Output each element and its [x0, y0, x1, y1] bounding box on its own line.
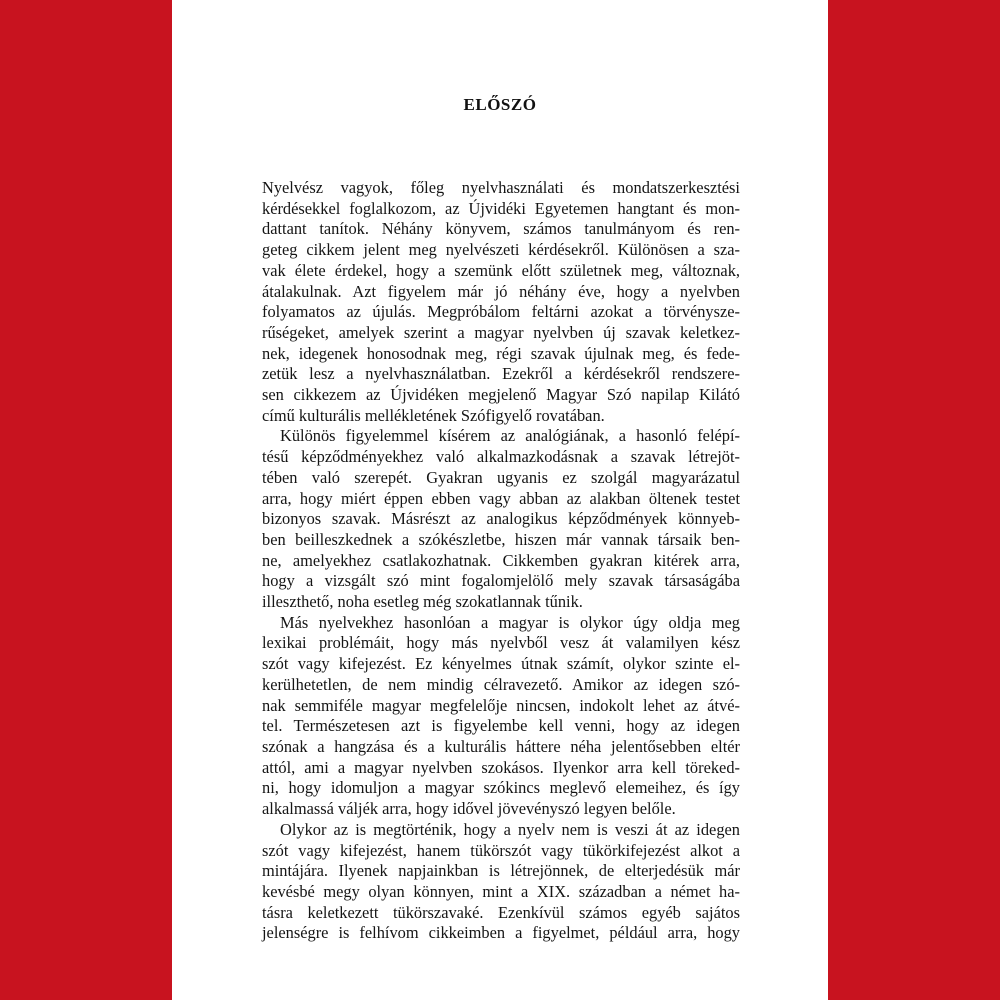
text-line: zetük lesz a nyelvhasználatban. Ezekről a kérdésekről rendszere- [262, 364, 740, 384]
text-line: illeszthető, noha esetleg még szokatlannak tűnik. [262, 592, 583, 612]
text-line: jelenségre is felhívom cikkeimben a figyelmet, például arra, hogy [262, 923, 740, 943]
body-text [262, 178, 740, 944]
text-line: Nyelvész vagyok, főleg nyelvhasználati és mondatszerkesztési [262, 178, 740, 197]
paragraph [262, 613, 740, 820]
book-page [172, 0, 828, 1000]
paragraph [262, 820, 740, 944]
text-line: geteg cikkem jelent meg nyelvészeti kérdésekről. Különösen a sza- [262, 240, 740, 260]
text-line: nek, idegenek honosodnak meg, régi szavak újulnak meg, és fede- [262, 343, 740, 363]
paragraph [262, 178, 740, 426]
text-line: átalakulnak. Azt figyelem már jó néhány éve, hogy a nyelvben [262, 281, 740, 301]
text-line: Különös figyelemmel kísérem az analógiának, a hasonló felépí- [280, 426, 740, 446]
text-line: alkalmassá váljék arra, hogy idővel jövevényszó legyen belőle. [262, 799, 676, 819]
text-line: kevésbé megy olyan könnyen, mint a XIX. században a német ha- [262, 881, 740, 901]
text-line: ne, amelyekhez csatlakozhatnak. Cikkemben gyakran kitérek arra, [262, 550, 740, 570]
text-line: szót vagy kifejezést. Ez kényelmes útnak számít, olykor szinte el- [262, 654, 740, 674]
text-line: tel. Természetesen azt is figyelembe kell venni, hogy az idegen [262, 716, 740, 736]
text-line: bizonyos szavak. Másrészt az analogikus képződmények könnyeb- [262, 509, 740, 529]
text-line: szót vagy kifejezést, hanem tükörszót vagy tükörkifejezést alkot a [262, 840, 740, 860]
page-title: ELŐSZÓ [463, 95, 537, 114]
text-line: attól, ami a magyar nyelvben szokásos. Ilyenkor arra kell töreked- [262, 757, 740, 777]
text-line: szónak a hangzása és a kulturális háttere néha jelentősebben eltér [262, 736, 740, 756]
text-line: tében való szerepét. Gyakran ugyanis ez szolgál magyarázatul [262, 467, 740, 487]
text-line: arra, hogy miért éppen ebben vagy abban az alakban öltenek testet [262, 488, 740, 508]
text-line: kerülhetetlen, de nem mindig célravezető. Amikor az idegen szó- [262, 674, 740, 694]
text-line: folyamatos az újulás. Megpróbálom feltárni azokat a törvénysze- [262, 302, 740, 322]
text-line: ni, hogy idomuljon a magyar szókincs meglevő elemeihez, és így [262, 778, 740, 798]
text-line: mintájára. Ilyenek napjainkban is létrejönnek, de elterjedésük már [262, 861, 740, 881]
text-line: Más nyelvekhez hasonlóan a magyar is olykor úgy oldja meg [280, 612, 740, 632]
paragraph [262, 426, 740, 612]
text-line: tésű képződményekhez való alkalmazkodásnak a szavak létrejöt- [262, 447, 740, 467]
text-line: ben beilleszkednek a szókészletbe, hiszen már vannak társaik ben- [262, 529, 740, 549]
text-line: hogy a vizsgált szó mint fogalomjelölő mely szavak társaságába [262, 571, 740, 591]
text-line: nak semmiféle magyar megfelelője nincsen, indokolt lehet az átvé- [262, 695, 740, 715]
text-line: dattant tanítok. Néhány könyvem, számos tanulmányom és ren- [262, 219, 740, 239]
text-line: vak élete érdekel, hogy a szemünk előtt születnek meg, változnak, [262, 260, 740, 280]
text-line: lexikai problémáit, hogy más nyelvből vesz át valamilyen kész [262, 633, 740, 653]
text-line: Olykor az is megtörténik, hogy a nyelv nem is veszi át az idegen [280, 819, 740, 839]
text-line: kérdésekkel foglalkozom, az Újvidéki Egyetemen hangtant és mon- [262, 198, 740, 218]
text-line: sen cikkezem az Újvidéken megjelenő Magyar Szó napilap Kilátó [262, 385, 740, 405]
text-line: című kulturális mellékletének Szófigyelő rovatában. [262, 405, 605, 425]
text-line: rűségeket, amelyek szerint a magyar nyelvben új szavak keletkez- [262, 322, 740, 342]
text-line: tásra keletkezett tükörszavaké. Ezenkívül számos egyéb sajátos [262, 902, 740, 922]
